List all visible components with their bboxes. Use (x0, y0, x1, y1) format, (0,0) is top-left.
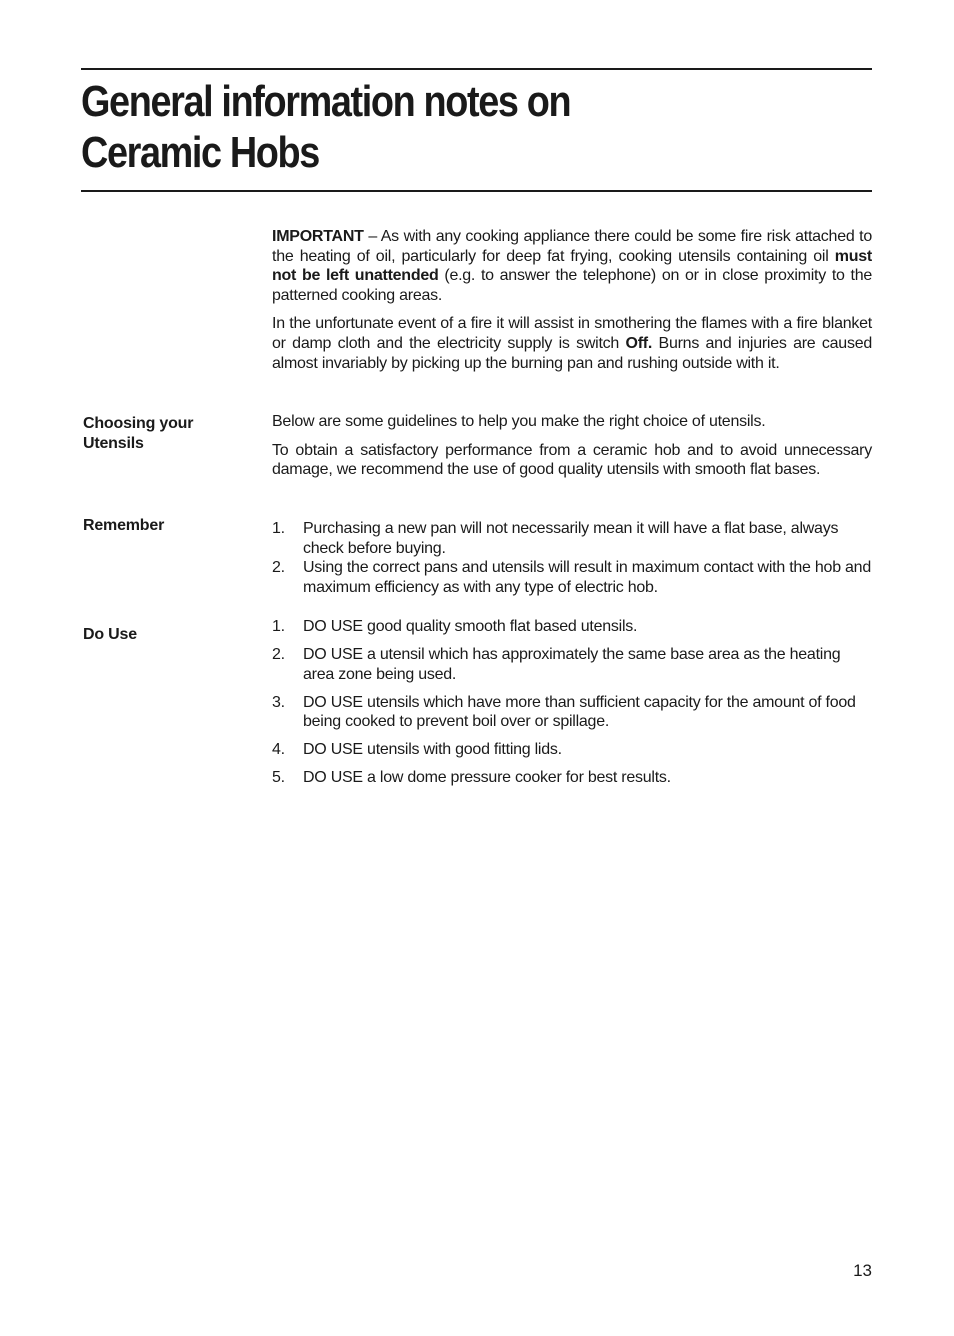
choosing-paragraph-2: To obtain a satisfactory performance from a ceramic hob and to avoid unnecessary damage, we recommend the use of good quality utensils with smooth flat bases. (272, 441, 872, 479)
list-item: 2. DO USE a utensil which has approximately the same base area as the heating area zone being used. (272, 645, 841, 683)
title-rule-bottom (81, 190, 872, 192)
important-section (272, 227, 872, 382)
off-label: Off. (625, 334, 653, 352)
list-item: 2. Using the correct pans and utensils will result in maximum contact with the hob and maximum efficiency as with any type of electric hob. (272, 559, 871, 596)
remember-list (272, 519, 872, 597)
important-paragraph: IMPORTANT – As with any cooking appliance there could be some fire risk attached to the heating of oil, particularly for deep fat frying, cooking utensils containing oil must not be left unattended (e.g. to answer the telephone) on or in close proximity to the patterned cooking areas. (272, 228, 873, 304)
list-item: 1. Purchasing a new pan will not necessarily mean it will have a flat base, always check before buying. (272, 520, 839, 557)
douse-list (272, 617, 872, 788)
douse-heading: Do Use (83, 626, 137, 643)
list-item: 1. DO USE good quality smooth flat based utensils. (272, 618, 638, 635)
choosing-section (272, 412, 872, 489)
douse-section (272, 617, 872, 796)
important-label: IMPORTANT (272, 228, 364, 245)
page-title (81, 76, 761, 178)
list-item: 3. DO USE utensils which have more than sufficient capacity for the amount of food being cooked to prevent boil over or spillage. (272, 693, 856, 731)
page-number: 13 (853, 1261, 872, 1280)
list-item: 5. DO USE a low dome pressure cooker for best results. (272, 769, 671, 787)
choosing-heading: Choosing your Utensils (83, 415, 194, 452)
remember-heading: Remember (83, 517, 165, 534)
remember-section (272, 519, 872, 597)
unattended-warning: must not be left unattended (272, 247, 872, 285)
fire-paragraph: In the unfortunate event of a fire it will assist in smothering the flames with a fire blanket or damp cloth and the electricity supply is switch Off. Burns and injuries are caused almost invariably by picking up the burning pan and rushing outside with it. (272, 315, 873, 372)
title-rule-top (81, 68, 872, 70)
list-item: 4. DO USE utensils with good fitting lids. (272, 741, 562, 759)
page-title-line-2: Ceramic Hobs (81, 128, 319, 177)
page-title-line-1: General information notes on (81, 77, 571, 126)
choosing-paragraph-1: Below are some guidelines to help you make the right choice of utensils. (272, 413, 766, 430)
